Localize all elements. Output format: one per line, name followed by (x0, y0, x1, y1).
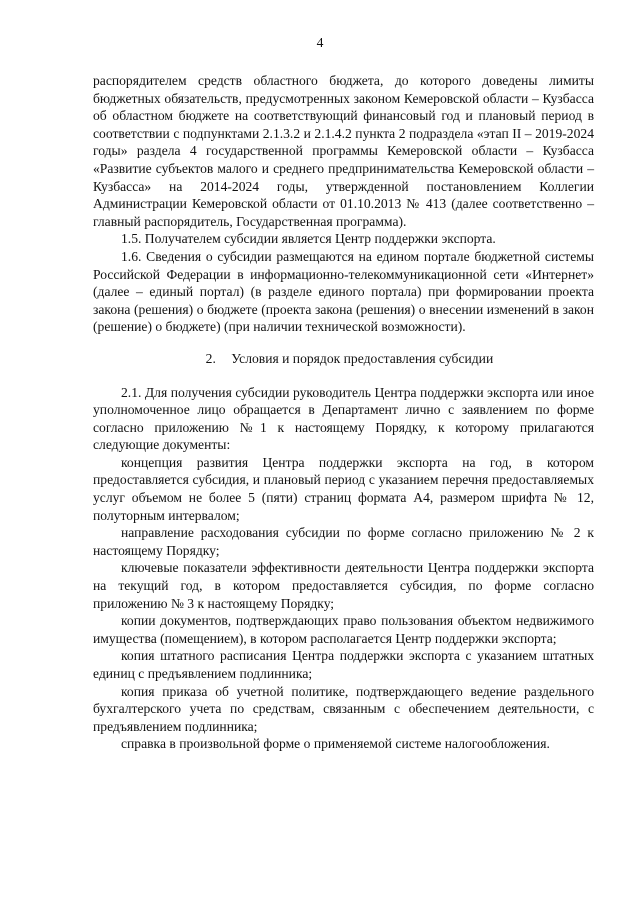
paragraph-1-6: 1.6. Сведения о субсидии размещаются на едином портале бюджетной системы Российской Федерации в информационно-телекоммуникационной сети «Интернет» (далее – единый портал) (в разделе единого портала) при формировании проекта закона (решения) о бюджете (проекта закона (решения) о внесении изменений в закон (решение) о бюджете) (при наличии технической возможности). (93, 248, 594, 335)
section-title: Условия и порядок предоставления субсидии (231, 350, 494, 366)
paragraph-policy: копия приказа об учетной политике, подтверждающего ведение раздельного бухгалтерского учета по средствам, связанным с обеспечением деятельности, с предъявлением подлинника; (93, 683, 594, 734)
document-body (93, 72, 594, 753)
page-number: 4 (316, 35, 324, 50)
paragraph-kpi: ключевые показатели эффективности деятельности Центра поддержки экспорта на текущий год, в котором предоставляется субсидия, по форме согласно приложению № 3 к настоящему Порядку; (93, 560, 594, 611)
paragraph-tax: справка в произвольной форме о применяемой системе налогообложения. (121, 736, 550, 752)
section-number: 2. (205, 350, 216, 366)
paragraph-direction: направление расходования субсидии по форме согласно приложению № 2 к настоящему Порядку; (93, 525, 594, 558)
paragraphs-after-heading (93, 384, 594, 753)
paragraph-continuation: распорядителем средств областного бюджета, до которого доведены лимиты бюджетных обязательств, предусмотренных законом Кемеровской области – Кузбасса об областном бюджете на соответствующий финансовый год и плановый период в соответствии с подпунктами 2.1.3.2 и 2.1.4.2 пункта 2 подраздела «этап II – 2019-2024 годы» раздела 4 государственной программы Кемеровской области – Кузбасса «Развитие субъектов малого и среднего предпринимательства Кемеровской области – Кузбасса» на 2014-2024 годы, утвержденной постановлением Коллегии Администрации Кемеровской области от 01.10.2013 № 413 (далее соответственно – главный распорядитель, Государственная программа). (93, 73, 594, 229)
paragraph-staff: копия штатного расписания Центра поддержки экспорта с указанием штатных единиц с предъявлением подлинника; (93, 648, 594, 681)
section-heading (93, 350, 594, 368)
paragraph-property: копии документов, подтверждающих право пользования объектом недвижимого имущества (помещением), в котором располагается Центр поддержки экспорта; (93, 613, 594, 646)
paragraph-1-5: 1.5. Получателем субсидии является Центр поддержки экспорта. (121, 231, 496, 247)
paragraphs-before-heading (93, 72, 594, 336)
paragraph-2-1: 2.1. Для получения субсидии руководитель Центра поддержки экспорта или иное уполномоченное лицо обращается в Департамент лично с заявлением по форме согласно приложению №1 к настоящему Порядку, к которому прилагаются следующие документы: (93, 384, 594, 453)
paragraph-concept: концепция развития Центра поддержки экспорта на год, в котором предоставляется субсидия, и плановый период с указанием перечня предоставляемых услуг объемом не более 5 (пяти) страниц формата А4, размером шрифта № 12, полуторным интервалом; (93, 454, 594, 523)
